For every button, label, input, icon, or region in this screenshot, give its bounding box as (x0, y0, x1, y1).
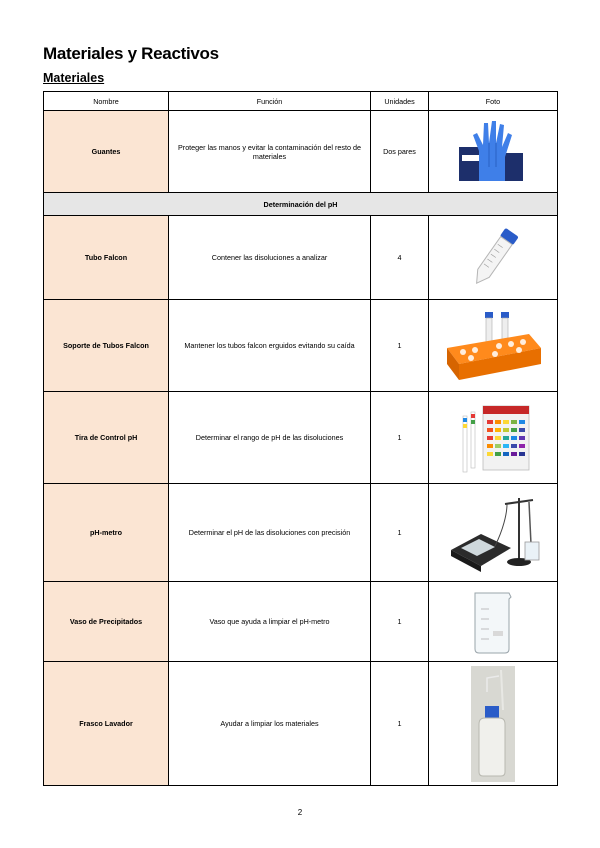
section-row (44, 193, 558, 216)
row-name: Vaso de Precipitados (44, 582, 169, 662)
ph-meter-photo (437, 490, 549, 576)
ph-strips-photo (451, 400, 535, 476)
row-units: 1 (371, 392, 429, 484)
row-function: Determinar el pH de las disoluciones con precisión (169, 484, 371, 582)
row-units: 1 (371, 662, 429, 786)
page-title: Materiales y Reactivos (43, 44, 219, 63)
table-row (44, 582, 558, 662)
row-units: 4 (371, 216, 429, 300)
table-row (44, 111, 558, 193)
row-name: Frasco Lavador (44, 662, 169, 786)
row-name: Tubo Falcon (44, 216, 169, 300)
row-function: Ayudar a limpiar los materiales (169, 662, 371, 786)
row-function: Vaso que ayuda a limpiar el pH-metro (169, 582, 371, 662)
header-name: Nombre (44, 92, 169, 111)
row-name: Tira de Control pH (44, 392, 169, 484)
row-name: Guantes (44, 111, 169, 193)
table-row (44, 216, 558, 300)
table-row (44, 662, 558, 786)
wash-bottle-photo (471, 666, 515, 782)
section-label: Determinación del pH (44, 193, 558, 216)
section-subtitle: Materiales (43, 71, 105, 85)
tube-rack-photo (441, 308, 545, 384)
table-header-row (44, 92, 558, 111)
gloves-photo (453, 117, 533, 187)
row-function: Proteger las manos y evitar la contaminación del resto de materiales (169, 111, 371, 193)
row-function: Mantener los tubos falcon erguidos evitando su caída (169, 300, 371, 392)
materials-table (43, 91, 558, 786)
header-function: Función (169, 92, 371, 111)
page-number: 2 (297, 808, 303, 817)
beaker-photo (463, 587, 523, 657)
row-units: 1 (371, 300, 429, 392)
row-units: 1 (371, 484, 429, 582)
row-name: pH-metro (44, 484, 169, 582)
row-units: 1 (371, 582, 429, 662)
row-function: Determinar el rango de pH de las disoluciones (169, 392, 371, 484)
falcon-tube-photo (453, 222, 533, 294)
row-name: Soporte de Tubos Falcon (44, 300, 169, 392)
row-units: Dos pares (371, 111, 429, 193)
table-row (44, 392, 558, 484)
header-units: Unidades (371, 92, 429, 111)
row-function: Contener las disoluciones a analizar (169, 216, 371, 300)
table-row (44, 300, 558, 392)
table-row (44, 484, 558, 582)
header-photo: Foto (429, 92, 558, 111)
